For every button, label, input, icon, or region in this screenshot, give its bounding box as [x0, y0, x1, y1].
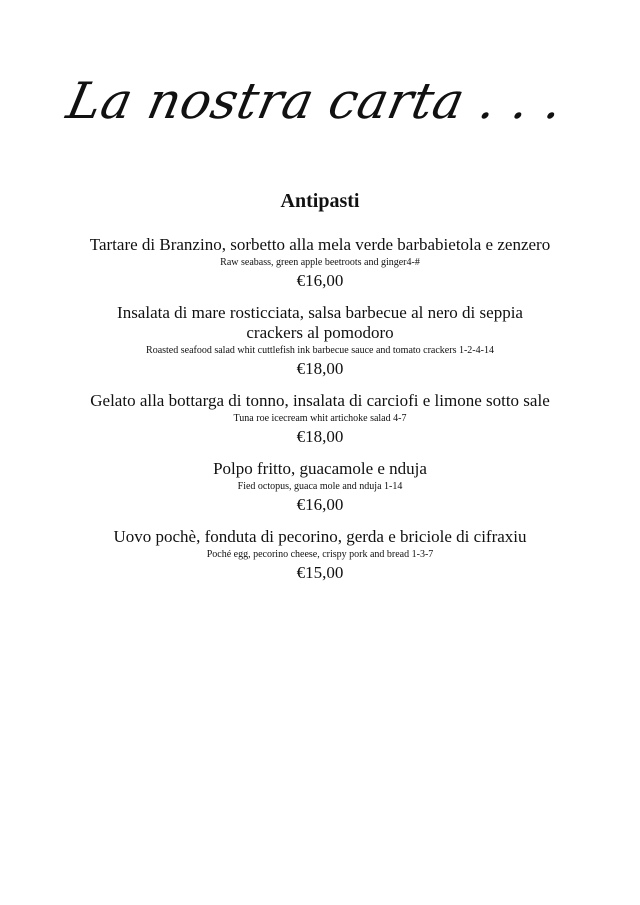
- antipasti-list: [0, 235, 640, 595]
- menu-script-title: La nostra carta . . .: [62, 72, 569, 130]
- dish-price: €18,00: [296, 359, 344, 378]
- dish-description: Roasted seafood salad whit cuttlefish ink barbecue sauce and tomato crackers 1-2-4-14: [146, 345, 494, 356]
- dish-item: [0, 527, 640, 583]
- dish-description: Fied octopus, guaca mole and nduja 1-14: [237, 481, 403, 492]
- dish-name-continued: crackers al pomodoro: [246, 323, 394, 342]
- dish-item: [0, 303, 640, 379]
- dish-name: Gelato alla bottarga di tonno, insalata di carciofi e limone sotto sale: [90, 391, 550, 410]
- dish-description: Raw seabass, green apple beetroots and ginger4-#: [220, 257, 420, 268]
- section-title-antipasti: Antipasti: [280, 190, 360, 212]
- dish-price: €16,00: [296, 271, 344, 290]
- dish-item: [0, 391, 640, 447]
- dish-price: €18,00: [296, 427, 344, 446]
- dish-description: Poché egg, pecorino cheese, crispy pork and bread 1-3-7: [206, 549, 434, 560]
- dish-item: [0, 459, 640, 515]
- dish-price: €16,00: [296, 495, 344, 514]
- dish-name: Insalata di mare rosticciata, salsa barbecue al nero di seppia: [117, 303, 523, 322]
- dish-name: Polpo fritto, guacamole e nduja: [213, 459, 427, 478]
- dish-price: €15,00: [296, 563, 344, 582]
- dish-item: [0, 235, 640, 291]
- dish-description: Tuna roe icecream whit artichoke salad 4-7: [233, 413, 407, 424]
- dish-name: Tartare di Branzino, sorbetto alla mela verde barbabietola e zenzero: [89, 235, 551, 254]
- dish-name: Uovo pochè, fonduta di pecorino, gerda e briciole di cifraxiu: [113, 527, 527, 546]
